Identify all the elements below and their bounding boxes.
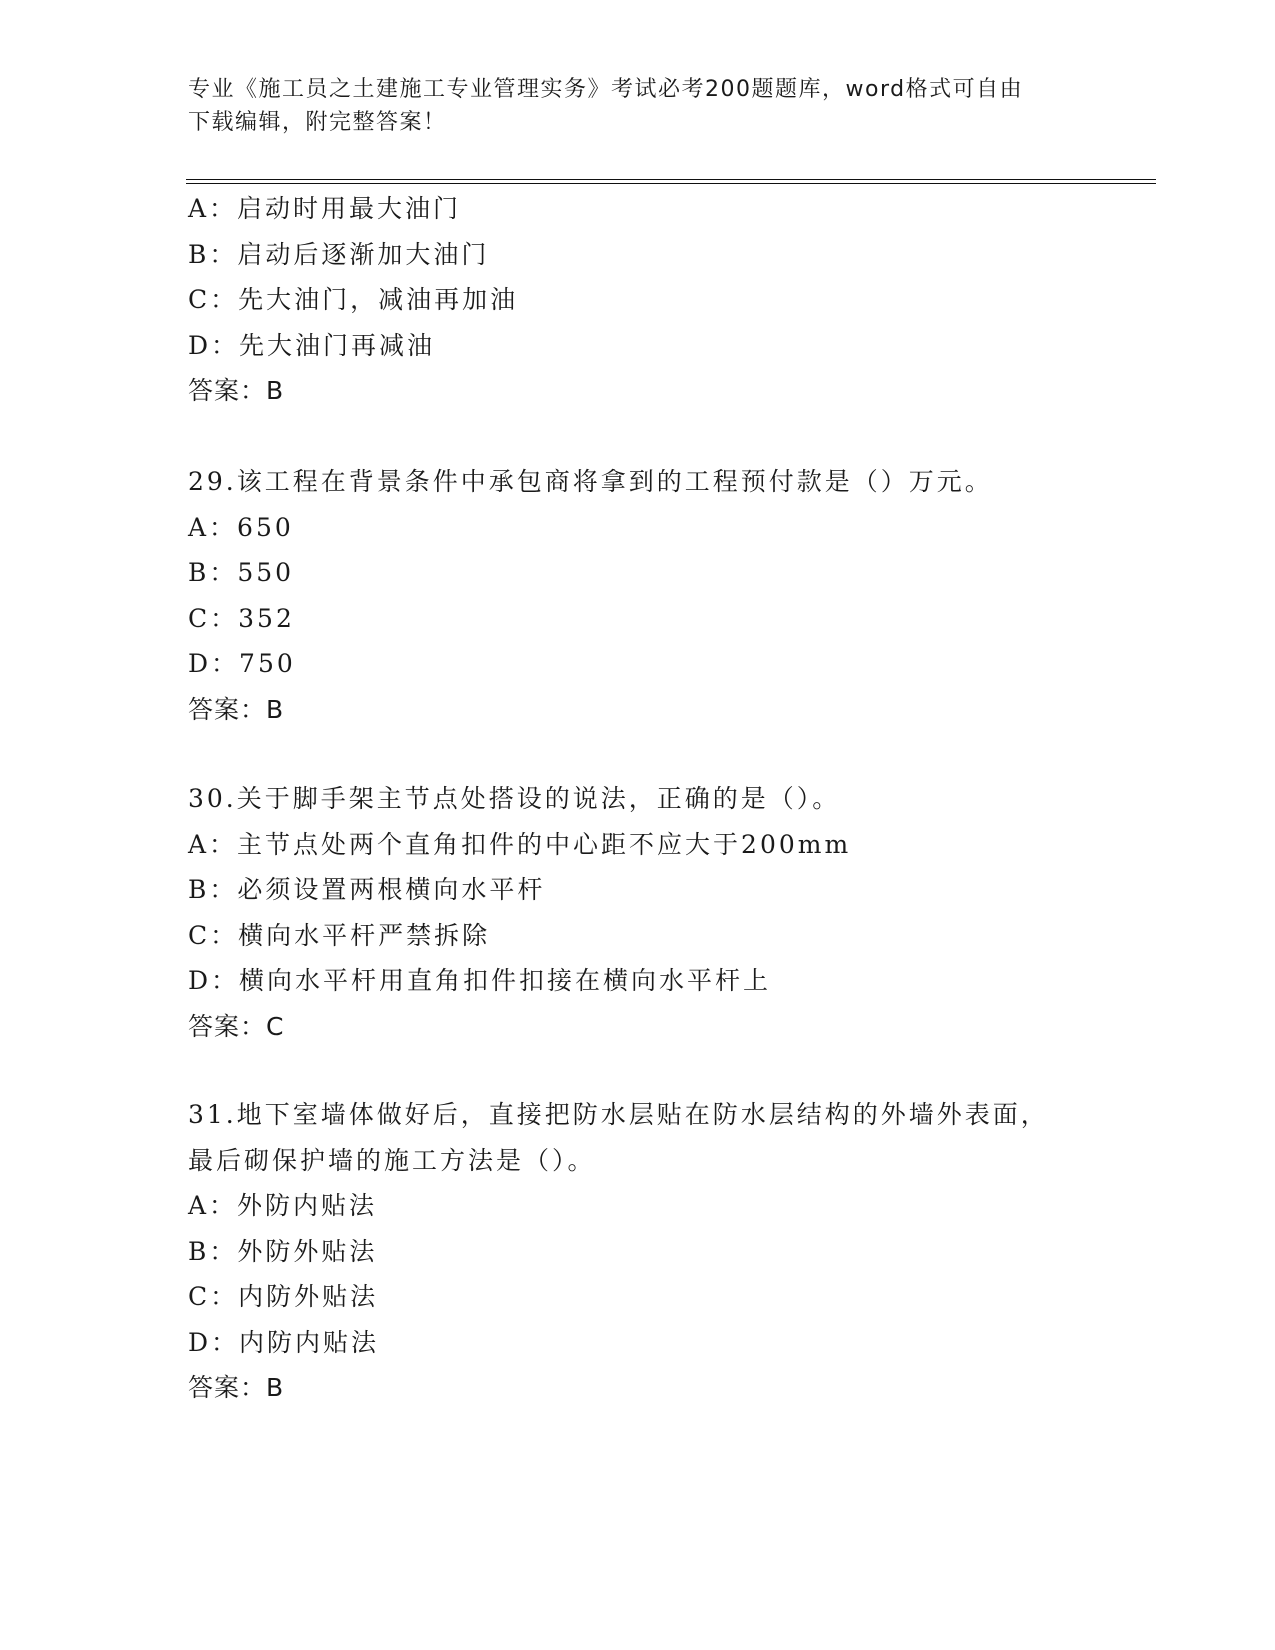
option-c: C：先大油门，减油再加油 bbox=[188, 285, 519, 314]
option-c: C：横向水平杆严禁拆除 bbox=[188, 920, 491, 950]
option-d: D：先大油门再减油 bbox=[188, 330, 436, 360]
question-text-line-1: 31.地下室墙体做好后，直接把防水层贴在防水层结构的外墙外表面， bbox=[188, 1100, 1049, 1129]
question-block-28 bbox=[188, 194, 1088, 406]
option-a: A：650 bbox=[188, 512, 294, 542]
option-a: A：外防内贴法 bbox=[188, 1191, 378, 1220]
option-c: C：352 bbox=[188, 603, 295, 633]
answer-line: 答案：B bbox=[188, 1373, 285, 1402]
question-text: 30.关于脚手架主节点处搭设的说法，正确的是（）。 bbox=[188, 784, 841, 813]
question-block-29 bbox=[188, 467, 1088, 725]
answer-line: 答案：B bbox=[188, 694, 285, 724]
question-text: 29.该工程在背景条件中承包商将拿到的工程预付款是（）万元。 bbox=[188, 467, 993, 496]
answer-line: 答案：B bbox=[188, 376, 285, 405]
option-d: D：横向水平杆用直角扣件扣接在横向水平杆上 bbox=[188, 966, 772, 995]
option-d: D：内防内贴法 bbox=[188, 1327, 380, 1357]
option-c: C：内防外贴法 bbox=[188, 1282, 379, 1311]
option-b: B：550 bbox=[188, 558, 295, 587]
header-divider-bottom bbox=[186, 183, 1156, 184]
question-block-30 bbox=[188, 784, 1088, 1042]
option-b: B：外防外贴法 bbox=[188, 1236, 378, 1266]
option-a: A：主节点处两个直角扣件的中心距不应大于200mm bbox=[188, 829, 852, 859]
question-block-31 bbox=[188, 1100, 1088, 1403]
option-b: B：必须设置两根横向水平杆 bbox=[188, 875, 546, 904]
header-divider-top bbox=[186, 179, 1156, 180]
header-line-1: 专业《施工员之土建施工专业管理实务》考试必考200题题库，word格式可自由 bbox=[188, 77, 1024, 102]
option-d: D：750 bbox=[188, 649, 296, 678]
option-a: A：启动时用最大油门 bbox=[188, 194, 462, 223]
document-header bbox=[188, 73, 1088, 139]
option-b: B：启动后逐渐加大油门 bbox=[188, 239, 490, 269]
header-line-2: 下载编辑，附完整答案！ bbox=[188, 110, 447, 135]
question-text-line-2: 最后砌保护墙的施工方法是（）。 bbox=[188, 1145, 596, 1175]
answer-line: 答案：C bbox=[188, 1011, 285, 1041]
